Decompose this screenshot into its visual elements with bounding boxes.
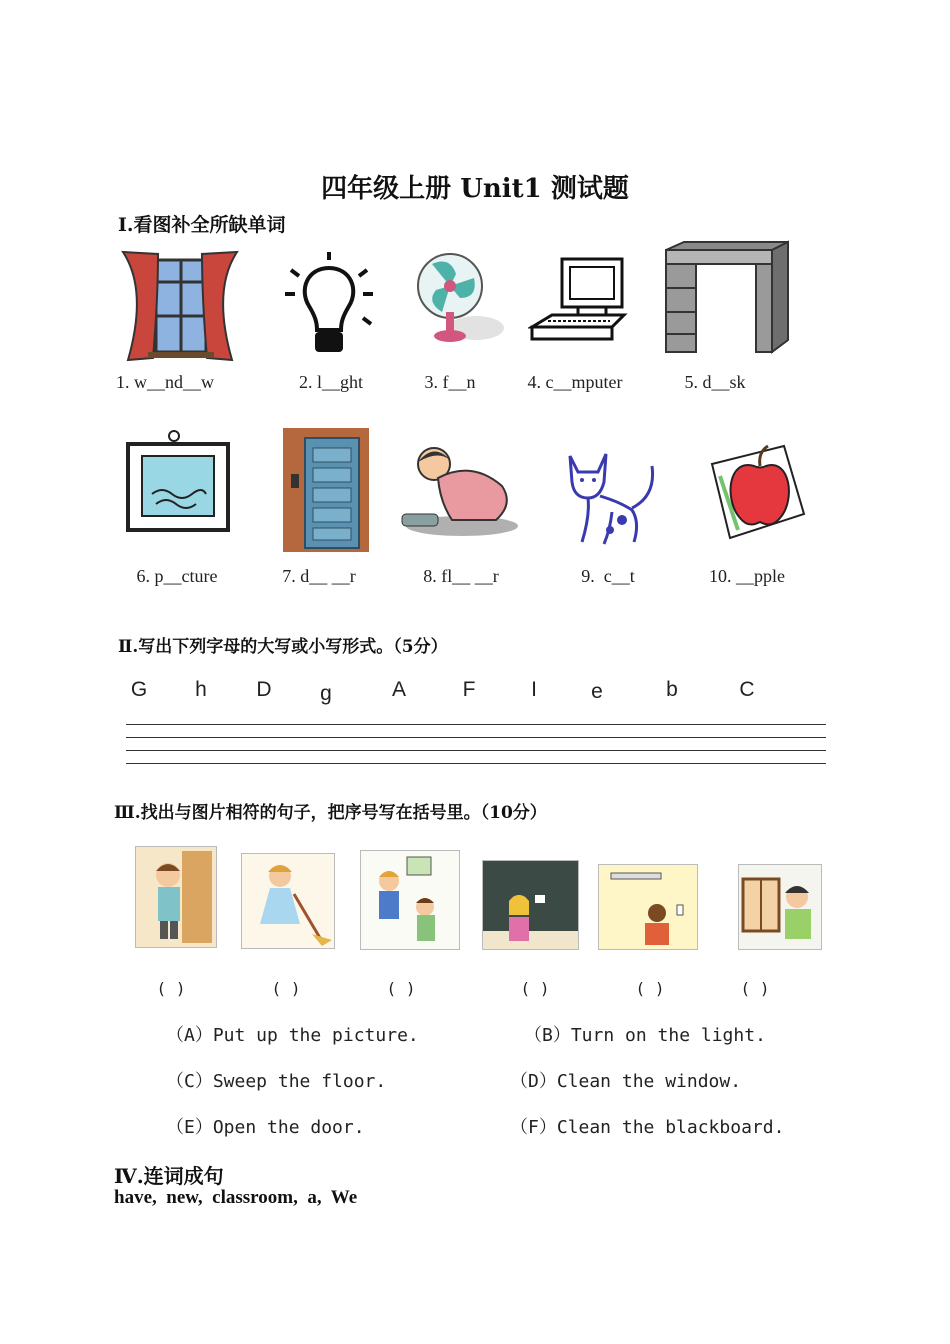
cat-icon: [560, 446, 664, 550]
word-item-label: 7. d__ __r: [282, 566, 356, 586]
answer-blank[interactable]: ( ): [520, 979, 550, 998]
letter-item: C: [739, 678, 755, 701]
word-item-label: 1. w__nd__w: [116, 372, 214, 392]
floor-cleaning-icon: [382, 440, 522, 540]
letter-item: F: [462, 678, 476, 701]
picture-icon: [122, 430, 232, 538]
desk-icon: [660, 240, 790, 355]
section-3-heading: Ⅲ.找出与图片相符的句子，把序号写在括号里。（10分）: [114, 803, 547, 823]
page-title: 四年级上册 Unit1 测试题: [321, 174, 629, 204]
answer-blank[interactable]: ( ): [271, 979, 301, 998]
scrambled-words: have, new, classroom, a, We: [114, 1187, 358, 1208]
letter-item: e: [591, 680, 603, 703]
writing-line: [126, 737, 826, 738]
sentence-option-c: （C）Sweep the floor.: [166, 1071, 387, 1092]
scene-turn-on-light-icon: [598, 864, 698, 950]
sentence-option-f: （F）Clean the blackboard.: [510, 1117, 785, 1138]
section-2-heading: Ⅱ.写出下列字母的大写或小写形式。（5分）: [118, 637, 448, 657]
word-item-label: 6. p__cture: [136, 566, 218, 586]
word-item-label: 9. c__t: [581, 566, 635, 586]
letter-item: A: [391, 678, 406, 701]
word-item-label: 10. __pple: [709, 566, 785, 586]
fan-icon: [412, 250, 506, 350]
scene-put-up-picture-icon: [360, 850, 460, 950]
letter-item: b: [666, 678, 678, 701]
scene-clean-blackboard-icon: [482, 860, 579, 950]
writing-line: [126, 724, 826, 725]
sentence-option-b: （B）Turn on the light.: [524, 1025, 766, 1046]
window-icon: [118, 250, 242, 365]
word-item-label: 2. l__ght: [298, 372, 363, 392]
scene-clean-window-icon: [738, 864, 822, 950]
word-item-label: 4. c__mputer: [527, 372, 623, 392]
letter-item: g: [320, 682, 332, 705]
section-4-heading: Ⅳ.连词成句: [114, 1164, 224, 1188]
letter-item: h: [195, 678, 207, 701]
answer-blank[interactable]: ( ): [156, 979, 186, 998]
letter-item: G: [130, 678, 148, 701]
writing-line: [126, 750, 826, 751]
answer-blank[interactable]: ( ): [635, 979, 665, 998]
apple-icon: [708, 440, 808, 544]
sentence-option-d: （D）Clean the window.: [510, 1071, 742, 1092]
word-item-label: 5. d__sk: [684, 372, 746, 392]
scene-open-door-icon: [135, 846, 217, 948]
word-item-label: 3. f__n: [424, 372, 476, 392]
sentence-option-e: （E）Open the door.: [166, 1117, 365, 1138]
answer-blank[interactable]: ( ): [386, 979, 416, 998]
section-1-heading: Ⅰ.看图补全所缺单词: [118, 214, 286, 236]
letter-item: D: [256, 678, 272, 701]
door-icon: [283, 428, 369, 552]
sentence-option-a: （A）Put up the picture.: [166, 1025, 419, 1046]
writing-line: [126, 763, 826, 764]
letter-item: I: [531, 678, 537, 701]
lightbulb-icon: [283, 250, 375, 362]
scene-sweep-floor-icon: [241, 853, 335, 949]
answer-blank[interactable]: ( ): [740, 979, 770, 998]
computer-icon: [528, 255, 628, 347]
word-item-label: 8. fl__ __r: [423, 566, 499, 586]
